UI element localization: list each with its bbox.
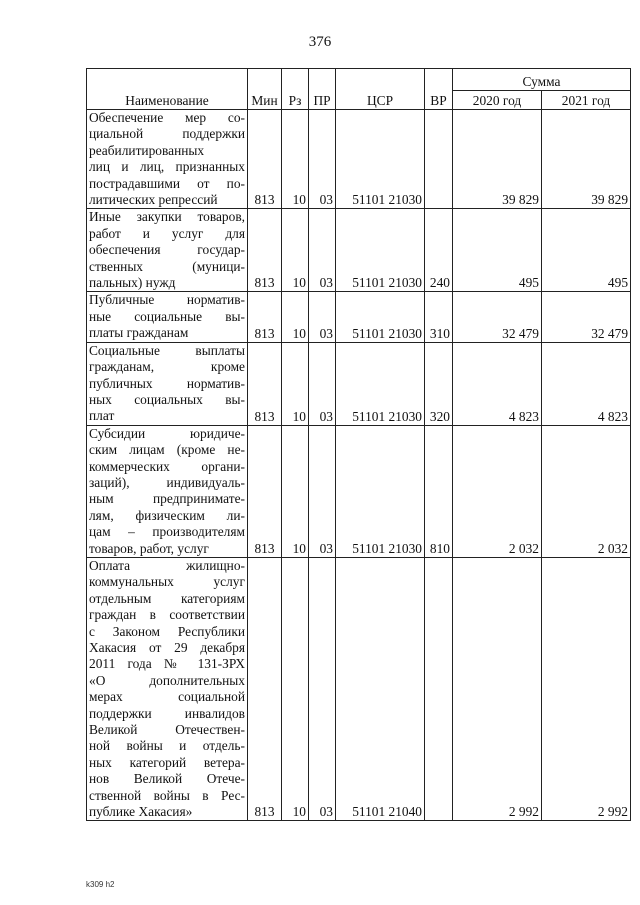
cell-pr: 03	[309, 557, 336, 821]
row-name-line: ным предпринимате-	[89, 491, 245, 507]
row-name-line: отдельным категориям	[89, 590, 245, 606]
cell-rz: 10	[282, 209, 309, 292]
row-name	[87, 292, 248, 342]
cell-min: 813	[248, 292, 282, 342]
row-name-line: пострадавшими от по-	[89, 175, 245, 191]
row-name-line: публичных норматив-	[89, 375, 245, 391]
page-number: 376	[308, 34, 332, 50]
cell-csr: 51101 21030	[336, 292, 425, 342]
row-name-line: платы гражданам	[89, 325, 189, 341]
header-pr: ПР	[309, 69, 336, 110]
row-name-line: мерах социальной	[89, 689, 245, 705]
row-name	[87, 209, 248, 292]
cell-y2021: 2 032	[542, 425, 631, 557]
cell-csr: 51101 21030	[336, 342, 425, 425]
cell-pr: 03	[309, 209, 336, 292]
row-name	[87, 342, 248, 425]
row-name-line: лиц и лиц, признанных	[89, 159, 245, 175]
row-name-line: циальной поддержки	[89, 126, 245, 142]
header-2021: 2021 год	[542, 91, 631, 110]
row-name-line: пальных) нужд	[89, 275, 176, 291]
cell-min: 813	[248, 209, 282, 292]
cell-y2020: 4 823	[453, 342, 542, 425]
footer-code: k309 h2	[86, 880, 115, 889]
table-row	[87, 110, 631, 209]
cell-vr: 310	[425, 292, 453, 342]
cell-rz: 10	[282, 425, 309, 557]
budget-table	[86, 68, 631, 821]
header-name: Наименование	[87, 69, 248, 110]
row-name-line: работ и услуг для	[89, 225, 245, 241]
cell-min: 813	[248, 425, 282, 557]
header-rz: Рз	[282, 69, 309, 110]
row-name-line: Публичные норматив-	[89, 292, 245, 308]
header-sum: Сумма	[453, 69, 631, 91]
cell-pr: 03	[309, 342, 336, 425]
cell-min: 813	[248, 110, 282, 209]
cell-rz: 10	[282, 342, 309, 425]
cell-vr: 240	[425, 209, 453, 292]
row-name-line: коммерческих органи-	[89, 458, 245, 474]
table-row	[87, 292, 631, 342]
table-body	[87, 110, 631, 821]
cell-rz: 10	[282, 557, 309, 821]
row-name-line: Субсидии юридиче-	[89, 425, 245, 441]
row-name-line: поддержки инвалидов	[89, 705, 245, 721]
row-name	[87, 110, 248, 209]
row-name	[87, 557, 248, 821]
cell-y2021: 39 829	[542, 110, 631, 209]
cell-min: 813	[248, 557, 282, 821]
row-name-line: Великой Отечествен-	[89, 722, 245, 738]
cell-min: 813	[248, 342, 282, 425]
row-name-line: ственных (муници-	[89, 258, 245, 274]
cell-y2021: 495	[542, 209, 631, 292]
header-csr: ЦСР	[336, 69, 425, 110]
cell-y2021: 4 823	[542, 342, 631, 425]
row-name-line: лям, физическим ли-	[89, 507, 245, 523]
header-vr: ВР	[425, 69, 453, 110]
cell-vr: 320	[425, 342, 453, 425]
table-row	[87, 557, 631, 821]
row-name-line: Оплата жилищно-	[89, 557, 245, 573]
cell-pr: 03	[309, 425, 336, 557]
row-name-line: нов Великой Отече-	[89, 771, 245, 787]
row-name-line: ственной войны в Рес-	[89, 787, 245, 803]
row-name-line: товаров, работ, услуг	[89, 540, 209, 556]
cell-vr: 810	[425, 425, 453, 557]
row-name-line: заций), индивидуаль-	[89, 474, 245, 490]
cell-y2020: 495	[453, 209, 542, 292]
row-name-line: литических репрессий	[89, 192, 218, 208]
row-name-line: публике Хакасия»	[89, 804, 193, 820]
row-name-line: «О дополнительных	[89, 672, 245, 688]
cell-csr: 51101 21030	[336, 110, 425, 209]
cell-pr: 03	[309, 110, 336, 209]
row-name-line: граждан в соответствии	[89, 607, 245, 623]
row-name	[87, 425, 248, 557]
row-name-line: ной войны и отдель-	[89, 738, 245, 754]
cell-csr: 51101 21040	[336, 557, 425, 821]
row-name-line: плат	[89, 408, 115, 424]
row-name-line: ных категорий ветера-	[89, 754, 245, 770]
row-name-line: реабилитированных	[89, 142, 205, 158]
row-name-line: ные социальные вы-	[89, 308, 245, 324]
cell-rz: 10	[282, 292, 309, 342]
row-name-line: ским лицам (кроме не-	[89, 442, 245, 458]
row-name-line: ных социальных вы-	[89, 391, 245, 407]
row-name-line: 2011 года № 131-ЗРХ	[89, 656, 245, 672]
row-name-line: с Законом Республики	[89, 623, 245, 639]
cell-pr: 03	[309, 292, 336, 342]
row-name-line: гражданам, кроме	[89, 359, 245, 375]
table-row	[87, 342, 631, 425]
cell-csr: 51101 21030	[336, 425, 425, 557]
row-name-line: цам – производителям	[89, 524, 245, 540]
header-2020: 2020 год	[453, 91, 542, 110]
cell-y2020: 2 992	[453, 557, 542, 821]
row-name-line: Обеспечение мер со-	[89, 110, 245, 125]
table-row	[87, 425, 631, 557]
cell-y2020: 32 479	[453, 292, 542, 342]
cell-vr	[425, 110, 453, 209]
cell-y2021: 32 479	[542, 292, 631, 342]
cell-y2020: 39 829	[453, 110, 542, 209]
cell-y2020: 2 032	[453, 425, 542, 557]
row-name-line: Иные закупки товаров,	[89, 209, 245, 225]
row-name-line: Социальные выплаты	[89, 342, 245, 358]
table-row	[87, 209, 631, 292]
cell-csr: 51101 21030	[336, 209, 425, 292]
row-name-line: обеспечения государ-	[89, 242, 245, 258]
cell-y2021: 2 992	[542, 557, 631, 821]
header-min: Мин	[248, 69, 282, 110]
row-name-line: Хакасия от 29 декабря	[89, 640, 245, 655]
cell-rz: 10	[282, 110, 309, 209]
row-name-line: коммунальных услуг	[89, 574, 245, 590]
cell-vr	[425, 557, 453, 821]
